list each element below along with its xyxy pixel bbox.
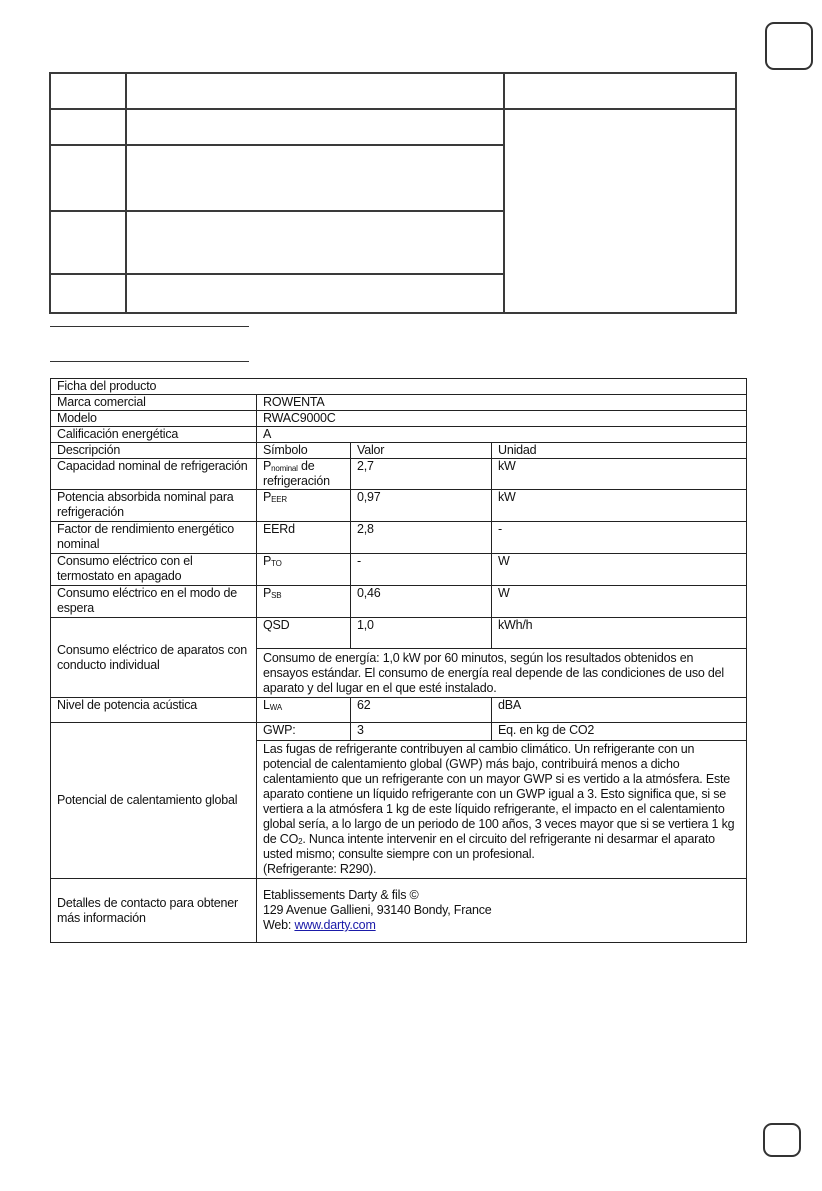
spec-row — [51, 490, 747, 522]
duct-unit: kWh/h — [492, 618, 747, 649]
horizontal-rule — [50, 326, 249, 327]
gwp-symbol: GWP: — [257, 723, 351, 741]
duct-symbol: QSD — [257, 618, 351, 649]
spec-description: Consumo eléctrico en el modo de espera — [51, 586, 257, 618]
symbol-rest: de refrigeración — [263, 459, 330, 488]
spec-symbol — [257, 586, 351, 618]
spec-row — [51, 554, 747, 586]
symbol-main: L — [263, 698, 270, 712]
contact-address: 129 Avenue Gallieni, 93140 Bondy, France — [263, 903, 492, 917]
spec-unit: kW — [492, 490, 747, 522]
product-sheet-table — [50, 378, 747, 943]
header-symbol: Símbolo — [257, 443, 351, 459]
contact-details — [257, 879, 747, 943]
empty-grid-row — [50, 73, 736, 109]
spec-row — [51, 522, 747, 554]
brand-value: ROWENTA — [257, 395, 747, 411]
symbol-main: P — [263, 554, 272, 568]
symbol-subscript: TO — [271, 559, 282, 568]
empty-cell — [50, 109, 126, 145]
brand-row — [51, 395, 747, 411]
empty-cell — [50, 73, 126, 109]
model-row — [51, 411, 747, 427]
empty-cell — [126, 274, 504, 313]
web-link[interactable]: www.darty.com — [294, 918, 376, 932]
spec-value: 2,7 — [351, 459, 492, 490]
contact-row — [51, 879, 747, 943]
empty-grid-row — [50, 109, 736, 145]
header-value: Valor — [351, 443, 492, 459]
gwp-text-after: . Nunca intente intervenir en el circuito del refrigerante ni desarmar el aparato usted mismo; consulte siempre con un profesional. — [263, 832, 715, 861]
brand-label: Marca comercial — [51, 395, 257, 411]
contact-web — [263, 918, 740, 933]
spec-symbol — [257, 490, 351, 522]
energy-class-row — [51, 427, 747, 443]
noise-value: 62 — [351, 698, 492, 723]
gwp-refrigerant: (Refrigerante: R290). — [263, 862, 377, 876]
gwp-text-before: Las fugas de refrigerante contribuyen al cambio climático. Un refrigerante con un potencial de calentamiento global (GWP) más bajo, contribuirá menos a dicho calentamiento que un refrigerante con un mayor GWP si es vertido a la atmósfera. Este aparato contiene un líquido refrigerante con un GWP igual a 3. Esto significa que, si se vertiera a la atmósfera 1 kg de este líquido refrigerante, el impacto en el calentamiento global sería, a lo largo de un periodo de 100 años, 3 veces mayor que si se vertiera 1 kg de CO — [263, 742, 735, 846]
empty-cell — [126, 73, 504, 109]
spec-symbol — [257, 554, 351, 586]
gwp-value: 3 — [351, 723, 492, 741]
noise-description: Nivel de potencia acústica — [51, 698, 257, 723]
spec-row — [51, 586, 747, 618]
model-label: Modelo — [51, 411, 257, 427]
spec-description: Capacidad nominal de refrigeración — [51, 459, 257, 490]
spec-row — [51, 459, 747, 490]
energy-class-value: A — [257, 427, 747, 443]
gwp-unit: Eq. en kg de CO2 — [492, 723, 747, 741]
sheet-title-row — [51, 379, 747, 395]
noise-row — [51, 698, 747, 723]
energy-class-label: Calificación energética — [51, 427, 257, 443]
spec-value: 0,97 — [351, 490, 492, 522]
empty-cell — [126, 145, 504, 211]
empty-cell — [504, 109, 736, 313]
symbol-main: P — [263, 586, 272, 600]
gwp-row — [51, 723, 747, 741]
spec-value: 2,8 — [351, 522, 492, 554]
page-tab-top — [765, 22, 813, 70]
spec-description: Consumo eléctrico con el termostato en apagado — [51, 554, 257, 586]
spec-value: - — [351, 554, 492, 586]
empty-cell — [50, 145, 126, 211]
empty-grid-table — [49, 72, 737, 314]
contact-description: Detalles de contacto para obtener más información — [51, 879, 257, 943]
noise-unit: dBA — [492, 698, 747, 723]
column-header-row — [51, 443, 747, 459]
duct-note: Consumo de energía: 1,0 kW por 60 minutos, según los resultados obtenidos en ensayos estándar. El consumo de energía real depende de las condiciones de uso del aparato y del lugar en el que esté instalado. — [257, 649, 747, 698]
page-tab-bottom — [763, 1123, 801, 1157]
spec-unit: kW — [492, 459, 747, 490]
duct-description: Consumo eléctrico de aparatos con conducto individual — [51, 618, 257, 698]
spec-symbol: EERd — [257, 522, 351, 554]
header-unit: Unidad — [492, 443, 747, 459]
spec-unit: - — [492, 522, 747, 554]
symbol-subscript: nominal — [271, 464, 298, 473]
noise-symbol — [257, 698, 351, 723]
duct-value: 1,0 — [351, 618, 492, 649]
symbol-subscript: EER — [271, 495, 287, 504]
web-label: Web: — [263, 918, 295, 932]
gwp-text — [257, 741, 747, 879]
horizontal-rule — [50, 361, 249, 362]
sheet-title: Ficha del producto — [51, 379, 747, 395]
spec-unit: W — [492, 554, 747, 586]
gwp-text-subscript: 2 — [298, 837, 303, 846]
spec-symbol — [257, 459, 351, 490]
spec-description: Factor de rendimiento energético nominal — [51, 522, 257, 554]
contact-company: Etablissements Darty & fils © — [263, 888, 419, 902]
header-description: Descripción — [51, 443, 257, 459]
symbol-main: P — [263, 490, 272, 504]
empty-cell — [504, 73, 736, 109]
empty-cell — [126, 211, 504, 274]
empty-cell — [126, 109, 504, 145]
empty-cell — [50, 274, 126, 313]
gwp-description: Potencial de calentamiento global — [51, 723, 257, 879]
model-value: RWAC9000C — [257, 411, 747, 427]
symbol-subscript: SB — [271, 591, 282, 600]
spec-unit: W — [492, 586, 747, 618]
duct-row — [51, 618, 747, 649]
symbol-subscript: WA — [269, 703, 282, 712]
empty-cell — [50, 211, 126, 274]
spec-value: 0,46 — [351, 586, 492, 618]
symbol-main: P — [263, 459, 272, 473]
spec-description: Potencia absorbida nominal para refrigeración — [51, 490, 257, 522]
